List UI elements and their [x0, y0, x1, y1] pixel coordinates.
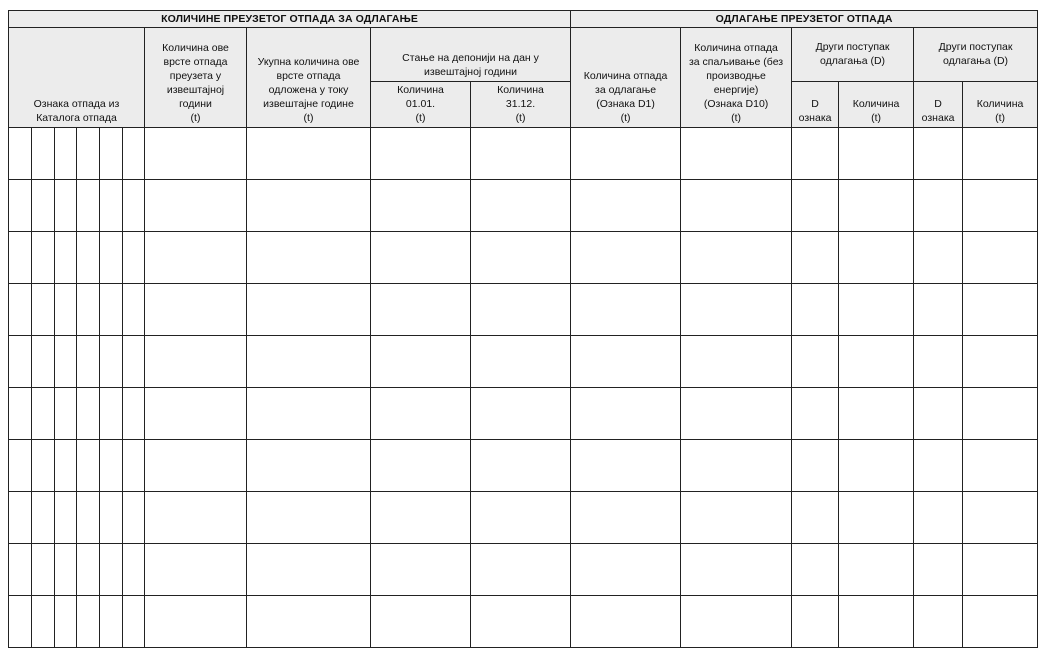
- cell-catalog-digit-6[interactable]: [123, 492, 145, 544]
- cell-catalog-digit-5[interactable]: [100, 544, 123, 596]
- cell-d1-quantity[interactable]: [571, 492, 681, 544]
- cell-catalog-digit-4[interactable]: [77, 388, 100, 440]
- cell-catalog-digit-3[interactable]: [55, 336, 77, 388]
- cell-catalog-digit-1[interactable]: [9, 596, 32, 648]
- cell-total-disposed[interactable]: [247, 336, 371, 388]
- cell-qty-dec-31[interactable]: [471, 336, 571, 388]
- table-row: [9, 596, 1038, 648]
- cell-d10-quantity[interactable]: [681, 128, 792, 180]
- header-d10-quantity-line4: енергије): [713, 84, 759, 96]
- cell-catalog-digit-3[interactable]: [55, 128, 77, 180]
- cell-d-qty-1[interactable]: [839, 388, 914, 440]
- cell-d-code-1[interactable]: [792, 388, 839, 440]
- cell-catalog-digit-4[interactable]: [77, 180, 100, 232]
- cell-catalog-digit-5[interactable]: [100, 336, 123, 388]
- waste-disposal-form: [8, 10, 1037, 659]
- cell-d-qty-2[interactable]: [963, 336, 1038, 388]
- cell-d-qty-2[interactable]: [963, 544, 1038, 596]
- cell-catalog-digit-2[interactable]: [32, 544, 55, 596]
- cell-qty-dec-31[interactable]: [471, 128, 571, 180]
- header-catalog-code-line2: Каталога отпада: [36, 112, 117, 124]
- header-d-code-2-letter: D: [934, 98, 942, 110]
- cell-catalog-digit-5[interactable]: [100, 596, 123, 648]
- cell-d-code-2[interactable]: [914, 232, 963, 284]
- header-d-qty-1: [839, 82, 914, 128]
- cell-qty-dec-31[interactable]: [471, 544, 571, 596]
- cell-qty-jan-01[interactable]: [371, 388, 471, 440]
- cell-d10-quantity[interactable]: [681, 232, 792, 284]
- header-total-disposed-line4: извештајне године: [263, 98, 354, 110]
- header-d10-quantity-line2: за спаљивање (без: [688, 56, 784, 68]
- cell-catalog-digit-2[interactable]: [32, 180, 55, 232]
- header-received-quantity-line3: преузета у: [169, 70, 222, 82]
- header-d1-quantity-unit: (t): [620, 112, 631, 124]
- header-qty-jan-01-label: Количина: [397, 84, 444, 96]
- header-received-quantity-line1: Количина ове: [162, 42, 229, 54]
- cell-qty-jan-01[interactable]: [371, 284, 471, 336]
- cell-catalog-digit-3[interactable]: [55, 596, 77, 648]
- table-row: [9, 440, 1038, 492]
- header-landfill-state-line1: Стање на депонији на дан у: [402, 52, 539, 64]
- cell-d-qty-2[interactable]: [963, 492, 1038, 544]
- header-qty-jan-01-unit: (t): [415, 112, 426, 124]
- header-other-disposal-2-line2: одлагања (D): [943, 55, 1009, 67]
- cell-d1-quantity[interactable]: [571, 232, 681, 284]
- cell-qty-jan-01[interactable]: [371, 336, 471, 388]
- section-title-received-waste: КОЛИЧИНЕ ПРЕУЗЕТОГ ОТПАДА ЗА ОДЛАГАЊЕ: [9, 11, 571, 28]
- table-row: [9, 544, 1038, 596]
- cell-d1-quantity[interactable]: [571, 128, 681, 180]
- header-total-disposed-unit: (t): [303, 112, 314, 124]
- cell-catalog-digit-6[interactable]: [123, 336, 145, 388]
- cell-d10-quantity[interactable]: [681, 284, 792, 336]
- cell-catalog-digit-6[interactable]: [123, 284, 145, 336]
- table-row: [9, 232, 1038, 284]
- header-received-quantity-line5: години: [179, 98, 212, 110]
- cell-d-qty-1[interactable]: [839, 544, 914, 596]
- header-other-disposal-2: [914, 28, 1038, 82]
- section-title-disposal: ОДЛАГАЊЕ ПРЕУЗЕТОГ ОТПАДА: [571, 11, 1038, 28]
- cell-catalog-digit-1[interactable]: [9, 544, 32, 596]
- cell-qty-jan-01[interactable]: [371, 128, 471, 180]
- table-body: [9, 128, 1038, 648]
- cell-d-code-1[interactable]: [792, 440, 839, 492]
- cell-d1-quantity[interactable]: [571, 388, 681, 440]
- header-received-quantity-line4: извештајној: [166, 84, 225, 96]
- cell-d-qty-2[interactable]: [963, 284, 1038, 336]
- table-row: [9, 284, 1038, 336]
- header-total-disposed-line3: одложена у току: [268, 84, 349, 96]
- header-catalog-code-line1: Ознака отпада из: [33, 98, 120, 110]
- cell-qty-dec-31[interactable]: [471, 180, 571, 232]
- cell-d-code-2[interactable]: [914, 596, 963, 648]
- header-qty-jan-01-date: 01.01.: [405, 98, 436, 110]
- header-received-quantity: [145, 28, 247, 128]
- cell-qty-dec-31[interactable]: [471, 388, 571, 440]
- cell-d-qty-1[interactable]: [839, 232, 914, 284]
- cell-d-qty-2[interactable]: [963, 180, 1038, 232]
- header-d10-quantity-line3: производње: [706, 70, 766, 82]
- cell-d-code-2[interactable]: [914, 440, 963, 492]
- header-d-qty-2-unit: (t): [995, 112, 1006, 124]
- cell-d-qty-2[interactable]: [963, 128, 1038, 180]
- cell-d-code-1[interactable]: [792, 544, 839, 596]
- cell-d10-quantity[interactable]: [681, 596, 792, 648]
- cell-d1-quantity[interactable]: [571, 544, 681, 596]
- header-d-code-1-label: ознака: [798, 112, 832, 124]
- cell-d-code-1[interactable]: [792, 180, 839, 232]
- cell-d-qty-1[interactable]: [839, 336, 914, 388]
- cell-d-qty-1[interactable]: [839, 284, 914, 336]
- header-d10-quantity-line5: (Ознака D10): [703, 98, 769, 110]
- header-other-disposal-1: [792, 28, 914, 82]
- cell-qty-jan-01[interactable]: [371, 440, 471, 492]
- cell-received-quantity[interactable]: [145, 284, 247, 336]
- cell-d1-quantity[interactable]: [571, 596, 681, 648]
- header-total-disposed-line2: врсте отпада: [276, 70, 341, 82]
- cell-qty-dec-31[interactable]: [471, 596, 571, 648]
- cell-received-quantity[interactable]: [145, 596, 247, 648]
- header-d10-quantity-unit: (t): [731, 112, 742, 124]
- cell-catalog-digit-4[interactable]: [77, 492, 100, 544]
- header-d-code-2-label: ознака: [921, 112, 955, 124]
- cell-total-disposed[interactable]: [247, 440, 371, 492]
- cell-d-qty-1[interactable]: [839, 596, 914, 648]
- header-d1-quantity-line2: за одлагање: [595, 84, 657, 96]
- cell-catalog-digit-1[interactable]: [9, 388, 32, 440]
- cell-catalog-digit-5[interactable]: [100, 128, 123, 180]
- cell-qty-jan-01[interactable]: [371, 180, 471, 232]
- cell-received-quantity[interactable]: [145, 440, 247, 492]
- header-landfill-state-line2: извештајној години: [424, 66, 518, 78]
- cell-qty-jan-01[interactable]: [371, 544, 471, 596]
- header-received-quantity-line2: врсте отпада: [163, 56, 228, 68]
- cell-d-code-2[interactable]: [914, 128, 963, 180]
- header-d-qty-1-label: Количина: [852, 98, 900, 110]
- cell-catalog-digit-4[interactable]: [77, 232, 100, 284]
- header-catalog-code: [9, 28, 145, 128]
- cell-catalog-digit-4[interactable]: [77, 284, 100, 336]
- cell-catalog-digit-2[interactable]: [32, 232, 55, 284]
- cell-d-code-2[interactable]: [914, 492, 963, 544]
- cell-catalog-digit-5[interactable]: [100, 388, 123, 440]
- cell-catalog-digit-2[interactable]: [32, 284, 55, 336]
- header-d-qty-2: [963, 82, 1038, 128]
- cell-catalog-digit-6[interactable]: [123, 128, 145, 180]
- cell-total-disposed[interactable]: [247, 180, 371, 232]
- cell-d-code-1[interactable]: [792, 596, 839, 648]
- cell-catalog-digit-1[interactable]: [9, 180, 32, 232]
- cell-d-qty-2[interactable]: [963, 232, 1038, 284]
- header-d1-quantity-line1: Количина отпада: [583, 70, 668, 82]
- cell-total-disposed[interactable]: [247, 128, 371, 180]
- header-other-disposal-2-line1: Други поступак: [938, 41, 1013, 53]
- table-row: [9, 128, 1038, 180]
- table-row: [9, 336, 1038, 388]
- cell-d-code-1[interactable]: [792, 128, 839, 180]
- cell-d10-quantity[interactable]: [681, 180, 792, 232]
- cell-catalog-digit-5[interactable]: [100, 284, 123, 336]
- header-d-code-1-letter: D: [811, 98, 819, 110]
- cell-catalog-digit-4[interactable]: [77, 128, 100, 180]
- waste-disposal-table: [8, 10, 1038, 648]
- cell-received-quantity[interactable]: [145, 232, 247, 284]
- cell-qty-dec-31[interactable]: [471, 492, 571, 544]
- table-row: [9, 388, 1038, 440]
- cell-catalog-digit-4[interactable]: [77, 596, 100, 648]
- cell-catalog-digit-2[interactable]: [32, 492, 55, 544]
- header-d-qty-1-unit: (t): [871, 112, 882, 124]
- header-d-code-1: [792, 82, 839, 128]
- cell-d-code-2[interactable]: [914, 388, 963, 440]
- header-d10-quantity-line1: Количина отпада: [694, 42, 778, 54]
- cell-d-qty-1[interactable]: [839, 180, 914, 232]
- cell-catalog-digit-6[interactable]: [123, 440, 145, 492]
- cell-catalog-digit-3[interactable]: [55, 180, 77, 232]
- cell-catalog-digit-3[interactable]: [55, 232, 77, 284]
- cell-total-disposed[interactable]: [247, 232, 371, 284]
- cell-d-qty-2[interactable]: [963, 440, 1038, 492]
- cell-catalog-digit-2[interactable]: [32, 440, 55, 492]
- cell-received-quantity[interactable]: [145, 336, 247, 388]
- header-total-disposed-line1: Укупна количина ове: [257, 56, 360, 68]
- cell-catalog-digit-5[interactable]: [100, 232, 123, 284]
- cell-d-code-2[interactable]: [914, 336, 963, 388]
- cell-d10-quantity[interactable]: [681, 544, 792, 596]
- table-row: [9, 180, 1038, 232]
- cell-catalog-digit-6[interactable]: [123, 596, 145, 648]
- cell-catalog-digit-1[interactable]: [9, 440, 32, 492]
- cell-catalog-digit-4[interactable]: [77, 440, 100, 492]
- cell-total-disposed[interactable]: [247, 596, 371, 648]
- cell-d-code-2[interactable]: [914, 180, 963, 232]
- header-d-qty-2-label: Количина: [976, 98, 1024, 110]
- cell-qty-dec-31[interactable]: [471, 284, 571, 336]
- cell-d-code-1[interactable]: [792, 492, 839, 544]
- cell-d-code-1[interactable]: [792, 284, 839, 336]
- header-d1-quantity-line3: (Ознака D1): [596, 98, 655, 110]
- cell-received-quantity[interactable]: [145, 128, 247, 180]
- header-qty-dec-31-unit: (t): [515, 112, 526, 124]
- cell-catalog-digit-3[interactable]: [55, 544, 77, 596]
- cell-d1-quantity[interactable]: [571, 440, 681, 492]
- header-qty-jan-01: [371, 82, 471, 128]
- cell-catalog-digit-3[interactable]: [55, 284, 77, 336]
- cell-catalog-digit-5[interactable]: [100, 180, 123, 232]
- cell-catalog-digit-2[interactable]: [32, 128, 55, 180]
- header-qty-dec-31-date: 31.12.: [505, 98, 536, 110]
- cell-catalog-digit-1[interactable]: [9, 284, 32, 336]
- cell-d-qty-1[interactable]: [839, 128, 914, 180]
- header-d10-quantity: [681, 28, 792, 128]
- header-qty-dec-31: [471, 82, 571, 128]
- cell-catalog-digit-1[interactable]: [9, 336, 32, 388]
- cell-d10-quantity[interactable]: [681, 440, 792, 492]
- cell-catalog-digit-6[interactable]: [123, 544, 145, 596]
- cell-total-disposed[interactable]: [247, 492, 371, 544]
- cell-d-code-2[interactable]: [914, 544, 963, 596]
- cell-catalog-digit-6[interactable]: [123, 180, 145, 232]
- cell-d-qty-1[interactable]: [839, 492, 914, 544]
- cell-catalog-digit-2[interactable]: [32, 596, 55, 648]
- cell-d-code-1[interactable]: [792, 232, 839, 284]
- cell-qty-jan-01[interactable]: [371, 492, 471, 544]
- cell-received-quantity[interactable]: [145, 180, 247, 232]
- header-received-quantity-unit: (t): [190, 112, 201, 124]
- cell-catalog-digit-1[interactable]: [9, 128, 32, 180]
- cell-catalog-digit-4[interactable]: [77, 336, 100, 388]
- cell-catalog-digit-2[interactable]: [32, 336, 55, 388]
- cell-catalog-digit-5[interactable]: [100, 492, 123, 544]
- cell-d-qty-2[interactable]: [963, 596, 1038, 648]
- cell-catalog-digit-2[interactable]: [32, 388, 55, 440]
- header-other-disposal-1-line2: одлагања (D): [820, 55, 886, 67]
- cell-qty-dec-31[interactable]: [471, 232, 571, 284]
- cell-d10-quantity[interactable]: [681, 492, 792, 544]
- cell-catalog-digit-1[interactable]: [9, 232, 32, 284]
- cell-received-quantity[interactable]: [145, 544, 247, 596]
- header-other-disposal-1-line1: Други поступак: [815, 41, 890, 53]
- header-landfill-state: [371, 28, 571, 82]
- header-d1-quantity: [571, 28, 681, 128]
- cell-received-quantity[interactable]: [145, 492, 247, 544]
- cell-d10-quantity[interactable]: [681, 336, 792, 388]
- cell-d1-quantity[interactable]: [571, 336, 681, 388]
- cell-catalog-digit-3[interactable]: [55, 492, 77, 544]
- cell-qty-jan-01[interactable]: [371, 232, 471, 284]
- header-qty-dec-31-label: Количина: [497, 84, 544, 96]
- cell-d1-quantity[interactable]: [571, 284, 681, 336]
- cell-total-disposed[interactable]: [247, 284, 371, 336]
- cell-catalog-digit-6[interactable]: [123, 232, 145, 284]
- cell-d10-quantity[interactable]: [681, 388, 792, 440]
- cell-catalog-digit-5[interactable]: [100, 440, 123, 492]
- cell-catalog-digit-4[interactable]: [77, 544, 100, 596]
- cell-total-disposed[interactable]: [247, 544, 371, 596]
- header-d-code-2: [914, 82, 963, 128]
- table-row: [9, 492, 1038, 544]
- header-total-disposed: [247, 28, 371, 128]
- cell-qty-dec-31[interactable]: [471, 440, 571, 492]
- cell-catalog-digit-3[interactable]: [55, 440, 77, 492]
- cell-catalog-digit-3[interactable]: [55, 388, 77, 440]
- cell-qty-jan-01[interactable]: [371, 596, 471, 648]
- cell-received-quantity[interactable]: [145, 388, 247, 440]
- cell-d-qty-1[interactable]: [839, 440, 914, 492]
- cell-d1-quantity[interactable]: [571, 180, 681, 232]
- cell-d-code-1[interactable]: [792, 336, 839, 388]
- cell-d-code-2[interactable]: [914, 284, 963, 336]
- cell-total-disposed[interactable]: [247, 388, 371, 440]
- cell-catalog-digit-1[interactable]: [9, 492, 32, 544]
- cell-catalog-digit-6[interactable]: [123, 388, 145, 440]
- cell-d-qty-2[interactable]: [963, 388, 1038, 440]
